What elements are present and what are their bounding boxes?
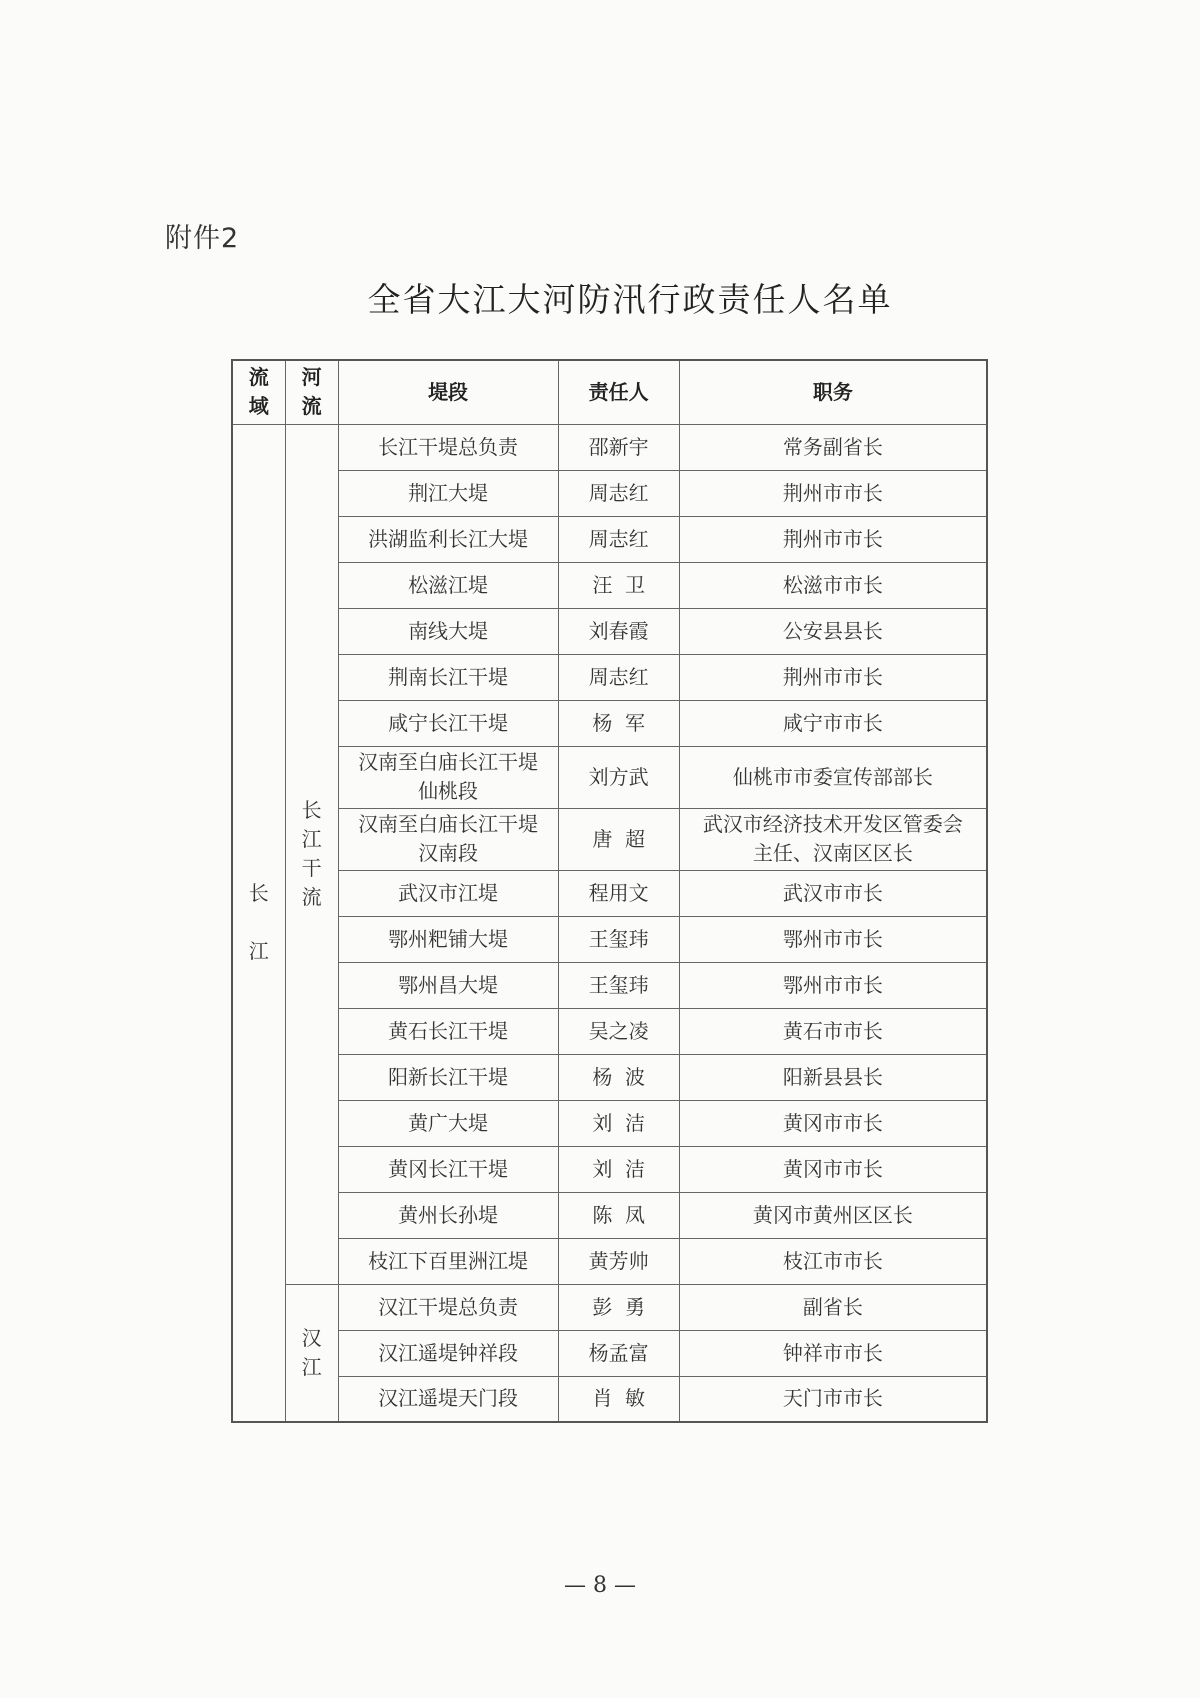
person-cell: 王玺玮 [558, 962, 679, 1008]
cell-line: 副省长 [802, 1294, 863, 1319]
position-cell [679, 1376, 987, 1422]
section-cell [338, 746, 558, 808]
cell-line: 黄冈市黄州区区长 [752, 1202, 913, 1227]
person-cell: 程用文 [558, 870, 679, 916]
table-row [232, 1054, 987, 1100]
header-person: 责任人 [558, 360, 679, 424]
cell-line: 汉 [301, 1325, 322, 1350]
cell-line: 黄州长孙堤 [398, 1202, 499, 1227]
cell-line: 黄冈市市长 [782, 1110, 883, 1135]
position-cell [679, 808, 987, 870]
cell-line: 枝江市市长 [782, 1248, 883, 1273]
position-cell [679, 1054, 987, 1100]
cell-line: 汉江干堤总负责 [378, 1294, 519, 1319]
person-cell: 彭 勇 [558, 1284, 679, 1330]
cell-line: 南线大堤 [408, 618, 489, 643]
cell-line: 主任、汉南区区长 [752, 841, 913, 865]
cell-line: 仙桃市市委宣传部部长 [732, 764, 933, 789]
cell-line: 黄冈长江干堤 [388, 1156, 509, 1181]
header-position: 职务 [679, 360, 987, 424]
header-basin-char: 流 [248, 365, 269, 390]
cell-line: 汉江遥堤钟祥段 [378, 1340, 519, 1365]
table-row [232, 424, 987, 470]
section-cell [338, 1238, 558, 1284]
header-basin-char: 域 [248, 394, 269, 419]
table-row [232, 608, 987, 654]
table-row [232, 870, 987, 916]
person-cell: 刘春霞 [558, 608, 679, 654]
cell-line: 汉江遥堤天门段 [378, 1386, 519, 1411]
section-cell [338, 1376, 558, 1422]
person-cell: 王玺玮 [558, 916, 679, 962]
person-cell: 吴之凌 [558, 1008, 679, 1054]
cell-line: 长江干堤总负责 [378, 434, 519, 459]
table-row [232, 700, 987, 746]
section-cell [338, 808, 558, 870]
position-cell [679, 916, 987, 962]
cell-line: 公安县县长 [782, 618, 883, 643]
person-cell: 唐 超 [558, 808, 679, 870]
section-cell [338, 562, 558, 608]
header-river-char: 流 [301, 394, 322, 419]
table-row [232, 562, 987, 608]
position-cell [679, 1146, 987, 1192]
position-cell [679, 1008, 987, 1054]
position-cell [679, 516, 987, 562]
position-cell [679, 654, 987, 700]
cell-line: 武汉市市长 [782, 880, 883, 905]
cell-line: 长 [248, 881, 269, 906]
cell-line: 荆州市市长 [782, 526, 883, 551]
table-row [232, 1330, 987, 1376]
table-row [232, 962, 987, 1008]
table-row [232, 470, 987, 516]
cell-line: 江 [301, 827, 322, 851]
section-cell [338, 516, 558, 562]
table-header-row [232, 360, 987, 424]
cell-line: 黄冈市市长 [782, 1156, 883, 1181]
river-cell [285, 424, 338, 1284]
section-cell [338, 654, 558, 700]
cell-line: 武汉市江堤 [398, 880, 499, 905]
section-cell [338, 1054, 558, 1100]
table-row [232, 1192, 987, 1238]
section-cell [338, 1146, 558, 1192]
cell-line: 江 [248, 939, 269, 964]
cell-line: 鄂州市市长 [782, 972, 883, 997]
cell-line: 鄂州昌大堤 [398, 972, 499, 997]
attachment-label: 附件2 [165, 223, 240, 254]
position-cell [679, 962, 987, 1008]
table-row [232, 516, 987, 562]
cell-line: 阳新长江干堤 [388, 1064, 509, 1089]
table-row [232, 1238, 987, 1284]
person-cell: 刘方武 [558, 746, 679, 808]
cell-line: 常务副省长 [782, 434, 883, 459]
person-cell: 周志红 [558, 516, 679, 562]
cell-line: 流 [301, 885, 322, 909]
section-cell [338, 470, 558, 516]
header-river-char: 河 [301, 365, 322, 390]
position-cell [679, 424, 987, 470]
position-cell [679, 870, 987, 916]
section-cell [338, 608, 558, 654]
header-section: 堤段 [338, 360, 558, 424]
section-cell [338, 916, 558, 962]
table-row [232, 1100, 987, 1146]
person-cell: 周志红 [558, 654, 679, 700]
cell-line: 荆州市市长 [782, 480, 883, 505]
cell-line: 黄石市市长 [782, 1018, 883, 1043]
person-cell: 肖 敏 [558, 1376, 679, 1422]
section-cell [338, 1284, 558, 1330]
table-row [232, 746, 987, 808]
cell-line: 阳新县县长 [782, 1064, 883, 1089]
cell-line: 荆江大堤 [408, 480, 489, 505]
table-row [232, 1146, 987, 1192]
cell-line: 汉南至白庙长江干堤 [358, 750, 539, 774]
cell-line: 荆南长江干堤 [388, 664, 509, 689]
position-cell [679, 746, 987, 808]
person-cell: 杨孟富 [558, 1330, 679, 1376]
position-cell [679, 1192, 987, 1238]
person-cell: 杨 波 [558, 1054, 679, 1100]
table-row [232, 808, 987, 870]
position-cell [679, 1238, 987, 1284]
person-cell: 黄芳帅 [558, 1238, 679, 1284]
cell-line: 武汉市经济技术开发区管委会 [702, 812, 963, 836]
table-row [232, 654, 987, 700]
cell-line: 干 [301, 856, 322, 880]
person-cell: 汪 卫 [558, 562, 679, 608]
cell-line: 松滋江堤 [408, 572, 489, 597]
cell-line: 黄石长江干堤 [388, 1018, 509, 1043]
cell-line: 钟祥市市长 [782, 1340, 883, 1365]
cell-line: 汉南至白庙长江干堤 [358, 812, 539, 836]
cell-line: 鄂州市市长 [782, 926, 883, 951]
section-cell [338, 700, 558, 746]
header-river [285, 360, 338, 424]
person-cell: 刘 洁 [558, 1146, 679, 1192]
table-row [232, 916, 987, 962]
cell-line: 长 [301, 798, 322, 822]
position-cell [679, 1330, 987, 1376]
person-cell: 刘 洁 [558, 1100, 679, 1146]
person-cell: 陈 凤 [558, 1192, 679, 1238]
cell-line: 洪湖监利长江大堤 [368, 526, 529, 551]
position-cell [679, 562, 987, 608]
cell-line: 咸宁市市长 [782, 710, 883, 735]
section-cell [338, 1192, 558, 1238]
table-row [232, 1376, 987, 1422]
position-cell [679, 1100, 987, 1146]
cell-line: 江 [301, 1354, 322, 1379]
person-cell: 周志红 [558, 470, 679, 516]
cell-line: 黄广大堤 [408, 1110, 489, 1135]
section-cell [338, 424, 558, 470]
table-body [232, 360, 987, 1422]
position-cell [679, 700, 987, 746]
page-number: — 8 — [564, 1573, 636, 1598]
section-cell [338, 1330, 558, 1376]
section-cell [338, 1008, 558, 1054]
position-cell [679, 1284, 987, 1330]
person-cell: 邵新宇 [558, 424, 679, 470]
person-cell: 杨 军 [558, 700, 679, 746]
cell-line: 汉南段 [418, 841, 479, 865]
cell-line: 枝江下百里洲江堤 [368, 1248, 529, 1273]
document-title: 全省大江大河防汛行政责任人名单 [367, 280, 893, 319]
cell-line: 天门市市长 [782, 1386, 883, 1411]
cell-line: 鄂州粑铺大堤 [388, 926, 509, 951]
cell-line: 松滋市市长 [782, 572, 883, 597]
section-cell [338, 962, 558, 1008]
cell-line: 仙桃段 [418, 779, 479, 803]
section-cell [338, 870, 558, 916]
position-cell [679, 470, 987, 516]
table-row [232, 1008, 987, 1054]
table-row [232, 1284, 987, 1330]
basin-cell [232, 424, 285, 1422]
cell-line: 荆州市市长 [782, 664, 883, 689]
river-cell [285, 1284, 338, 1422]
position-cell [679, 608, 987, 654]
responsibility-table [231, 359, 988, 1423]
header-basin [232, 360, 285, 424]
section-cell [338, 1100, 558, 1146]
cell-line: 咸宁长江干堤 [388, 710, 509, 735]
